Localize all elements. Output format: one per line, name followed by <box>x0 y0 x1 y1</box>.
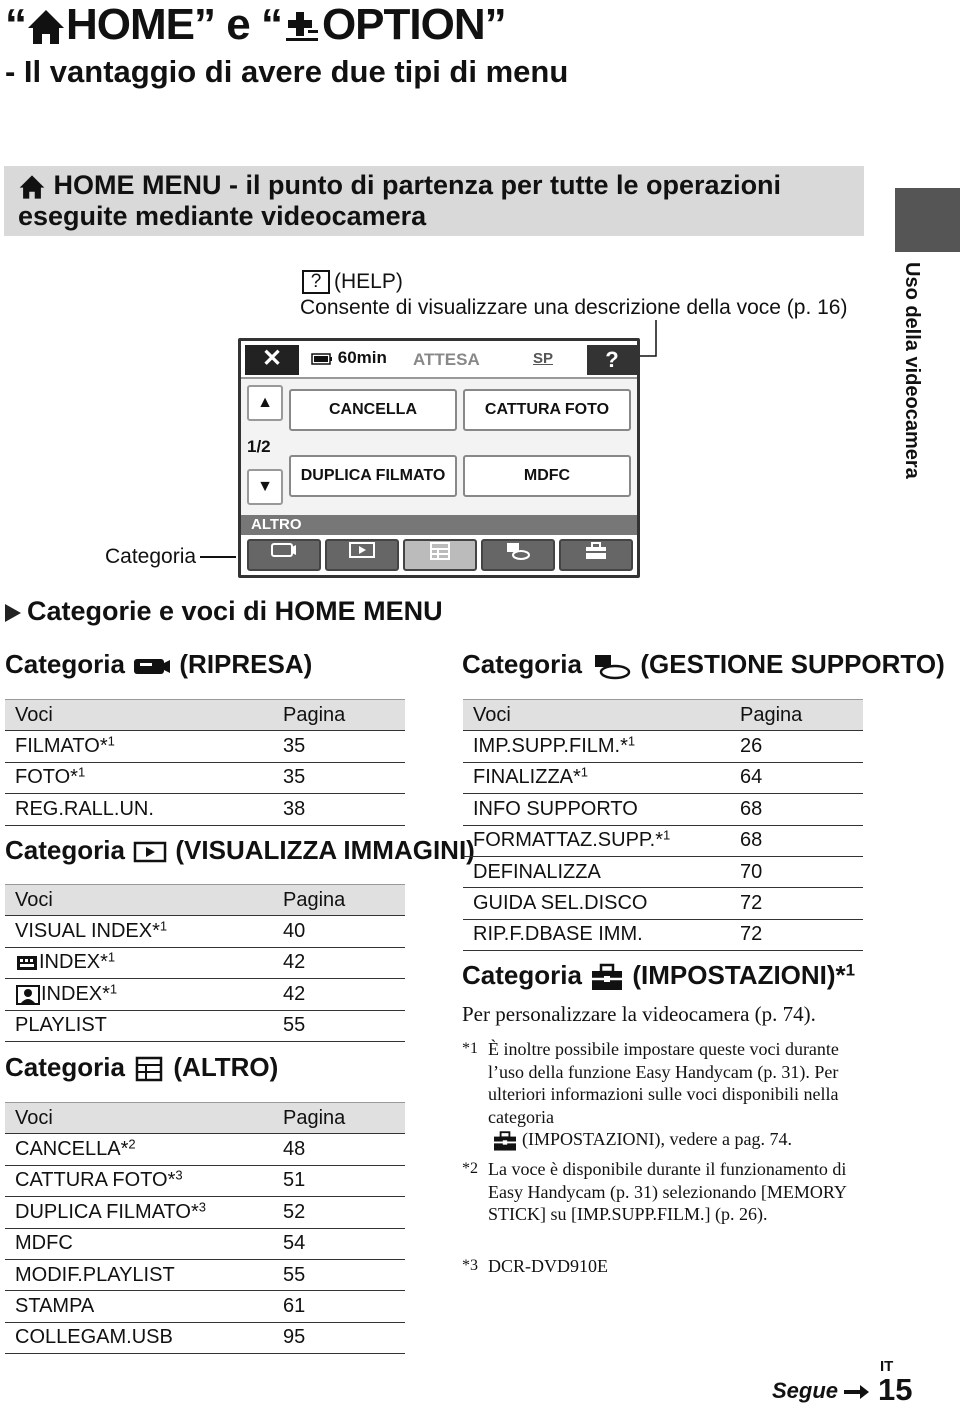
page-cell: 52 <box>283 1197 405 1228</box>
item-cell <box>463 794 740 825</box>
footnote-mark: 1 <box>580 764 589 780</box>
footnote-3 <box>462 1255 862 1278</box>
camera-icon <box>271 541 297 559</box>
other-icon <box>132 1055 166 1083</box>
item-text: COLLEGAM.USB <box>15 1326 173 1349</box>
category-name: (ALTRO) <box>173 1052 279 1082</box>
quote-open-2: “ <box>260 0 282 49</box>
menu-button-mdfc[interactable]: MDFC <box>463 455 631 497</box>
footnote-marker: *2 <box>462 1160 478 1177</box>
home-menu-banner <box>4 166 864 236</box>
banner-text: - il punto di partenza per tutte le operazioni eseguite mediante videocamera <box>18 170 782 231</box>
page-cell: 48 <box>283 1134 405 1165</box>
page-cell: 70 <box>740 856 863 887</box>
table-row <box>5 1259 405 1290</box>
footnote-1 <box>462 1038 862 1152</box>
category-heading-visualizza <box>5 835 475 866</box>
item-text: MDFC <box>15 1232 73 1255</box>
table-header <box>5 1103 405 1134</box>
category-callout-label: Categoria <box>105 545 197 568</box>
footnote-mark: 1 <box>159 918 168 934</box>
section-heading <box>5 596 443 627</box>
footnote-mark: 1 <box>107 949 116 965</box>
scroll-down-button[interactable]: ▼ <box>247 469 283 505</box>
impostazioni-description: Per personalizzare la videocamera (p. 74). <box>462 1002 816 1026</box>
table-row <box>5 947 405 978</box>
item-text: FORMATTAZ.SUPP.* <box>473 829 664 852</box>
continue-text: Segue <box>772 1378 839 1403</box>
toolbox-icon <box>584 541 608 561</box>
camera-icon <box>132 655 172 677</box>
arrow-right-icon <box>844 1384 870 1400</box>
col-pagina: Pagina <box>283 885 405 916</box>
col-voci: Voci <box>5 700 283 731</box>
table-row <box>463 794 863 825</box>
item-cell <box>463 919 740 950</box>
item-text: VISUAL INDEX* <box>15 920 160 943</box>
footnote-mark: 1 <box>845 960 856 980</box>
category-bar <box>241 535 637 575</box>
help-icon: ? <box>302 270 330 294</box>
scroll-up-button[interactable]: ▲ <box>247 385 283 421</box>
item-text: FINALIZZA* <box>473 766 581 789</box>
table-row <box>5 794 405 825</box>
table-row <box>5 731 405 762</box>
play-icon <box>132 840 168 864</box>
page-cell: 42 <box>283 947 405 978</box>
category-name: (IMPOSTAZIONI)* <box>632 960 846 990</box>
title-option: OPTION <box>321 0 485 49</box>
footnote-text: DCR-DVD910E <box>488 1256 608 1276</box>
category-heading-altro <box>5 1052 278 1083</box>
footnote-marker: *3 <box>462 1257 478 1274</box>
category-tab-label: ALTRO <box>241 515 637 535</box>
item-cell <box>463 731 740 762</box>
battery-text: 60min <box>337 348 387 367</box>
page-cell: 35 <box>283 762 405 793</box>
quote-open: “ <box>5 0 26 49</box>
menu-button-cattura-foto[interactable]: CATTURA FOTO <box>463 389 631 431</box>
page-cell: 55 <box>283 1259 405 1290</box>
page-cell: 72 <box>740 919 863 950</box>
media-icon <box>589 651 633 681</box>
quote-close-2: ” <box>484 0 506 49</box>
item-text: DUPLICA FILMATO* <box>15 1200 199 1223</box>
battery-indicator <box>311 348 387 368</box>
footnote-mark: 3 <box>175 1167 183 1183</box>
category-impostazioni-icon[interactable] <box>559 539 633 571</box>
table-ripresa <box>5 699 405 826</box>
camera-screen <box>238 338 640 578</box>
home-icon <box>18 174 46 200</box>
table-row <box>463 919 863 950</box>
item-text: GUIDA SEL.DISCO <box>473 892 648 915</box>
footnote-mark: 1 <box>627 733 636 749</box>
col-pagina: Pagina <box>740 700 863 731</box>
screen-status-bar <box>241 341 637 379</box>
category-gestione-icon[interactable] <box>481 539 555 571</box>
side-tab-label: Uso della videocamera <box>901 262 923 479</box>
table-altro <box>5 1102 405 1354</box>
item-text: INFO SUPPORTO <box>473 797 638 820</box>
table-visualizza <box>5 884 405 1042</box>
col-voci: Voci <box>5 1103 283 1134</box>
page-subtitle: - Il vantaggio di avere due tipi di menu <box>5 54 569 89</box>
table-row <box>5 1322 405 1353</box>
toolbox-icon <box>488 1130 522 1152</box>
item-text: CANCELLA* <box>15 1138 129 1161</box>
item-cell <box>5 979 283 1010</box>
item-cell <box>5 1197 283 1228</box>
item-text: FOTO* <box>15 766 78 789</box>
page-cell: 42 <box>283 979 405 1010</box>
item-text: INDEX* <box>41 982 110 1005</box>
side-tab-marker <box>895 188 960 252</box>
col-voci: Voci <box>5 885 283 916</box>
footnote-text: È inoltre possibile impostare queste voci durante l’uso della funzione Easy Handycam (p. 31). Per ulteriori informazioni sulle voci disponibili nella categoria <box>488 1039 839 1127</box>
table-gestione <box>463 699 863 951</box>
media-icon <box>505 541 531 561</box>
item-cell <box>5 794 283 825</box>
category-name: (VISUALIZZA IMMAGINI) <box>175 835 475 865</box>
item-text: PLAYLIST <box>15 1014 107 1037</box>
item-cell <box>5 731 283 762</box>
table-row <box>5 1291 405 1322</box>
item-text: REG.RALL.UN. <box>15 797 154 820</box>
help-caption <box>302 270 403 294</box>
page-cell: 26 <box>740 731 863 762</box>
item-text: CATTURA FOTO* <box>15 1169 176 1192</box>
item-cell <box>463 888 740 919</box>
cat-word: Categoria <box>462 649 582 679</box>
table-header <box>5 885 405 916</box>
category-altro-icon[interactable] <box>403 539 477 571</box>
continue-indicator <box>772 1378 870 1404</box>
battery-icon <box>311 353 333 365</box>
item-cell <box>463 762 740 793</box>
footnote-tail: (IMPOSTAZIONI), vedere a pag. 74. <box>522 1129 792 1149</box>
play-icon <box>349 541 375 559</box>
category-visualizza-icon[interactable] <box>325 539 399 571</box>
mode-indicator: SP <box>533 350 554 367</box>
triangle-bullet-icon <box>5 604 21 622</box>
category-name: (RIPRESA) <box>179 649 313 679</box>
item-cell <box>5 762 283 793</box>
item-cell <box>5 1010 283 1041</box>
cat-word: Categoria <box>5 1052 125 1082</box>
item-cell <box>5 1134 283 1165</box>
page-cell: 38 <box>283 794 405 825</box>
other-icon <box>429 541 451 561</box>
item-cell <box>5 1291 283 1322</box>
help-button[interactable]: ? <box>587 345 637 375</box>
table-row <box>5 1228 405 1259</box>
category-name: (GESTIONE SUPPORTO) <box>640 649 945 679</box>
quote-close: ” <box>194 0 215 49</box>
cat-word: Categoria <box>5 649 125 679</box>
page-title <box>5 0 506 50</box>
page-indicator: 1/2 <box>247 437 271 456</box>
toolbox-icon <box>589 962 625 992</box>
category-heading-gestione <box>462 649 945 681</box>
footnote-text: La voce è disponibile durante il funzionamento di Easy Handycam (p. 31) selezionando [MEMORY STICK] su [IMP.SUPP.FILM.] (p. 26). <box>488 1159 847 1224</box>
title-conj: e <box>226 0 250 49</box>
item-text: STAMPA <box>15 1295 95 1318</box>
page-cell: 55 <box>283 1010 405 1041</box>
page-cell: 35 <box>283 731 405 762</box>
table-row <box>5 979 405 1010</box>
footnote-mark: 3 <box>198 1199 206 1215</box>
cat-word: Categoria <box>5 835 125 865</box>
item-text: RIP.F.DBASE IMM. <box>473 923 643 946</box>
item-cell <box>5 916 283 947</box>
table-row <box>5 1134 405 1165</box>
language-code: IT <box>880 1358 894 1375</box>
category-ripresa-icon[interactable] <box>247 539 321 571</box>
table-header <box>463 700 863 731</box>
page-cell: 54 <box>283 1228 405 1259</box>
item-text: INDEX* <box>39 951 108 974</box>
item-cell <box>5 1322 283 1353</box>
table-row <box>5 1165 405 1196</box>
page-cell: 51 <box>283 1165 405 1196</box>
table-row <box>5 1010 405 1041</box>
category-callout-line <box>200 556 236 558</box>
cat-word: Categoria <box>462 960 582 990</box>
item-cell <box>5 947 283 978</box>
table-row <box>463 825 863 856</box>
footnote-mark: 1 <box>663 827 671 843</box>
title-home: HOME <box>66 0 194 49</box>
banner-label: HOME MENU <box>53 170 222 200</box>
option-icon <box>282 8 322 46</box>
page-cell: 72 <box>740 888 863 919</box>
help-label: (HELP) <box>334 270 403 293</box>
page-cell: 61 <box>283 1291 405 1322</box>
table-row <box>5 916 405 947</box>
footnote-marker: *1 <box>462 1040 478 1057</box>
help-description: Consente di visualizzare una descrizione della voce (p. 16) <box>300 296 848 319</box>
footnote-mark: 2 <box>128 1136 136 1152</box>
table-row <box>5 1197 405 1228</box>
item-text: IMP.SUPP.FILM.* <box>473 735 628 758</box>
face-index-icon <box>15 984 41 1006</box>
close-button[interactable]: ✕ <box>245 345 299 375</box>
section-heading-text: Categorie e voci di HOME MENU <box>27 596 443 626</box>
item-cell <box>463 856 740 887</box>
item-cell <box>5 1165 283 1196</box>
footnote-2 <box>462 1158 862 1226</box>
item-text: FILMATO* <box>15 735 108 758</box>
page-cell: 95 <box>283 1322 405 1353</box>
table-row <box>463 856 863 887</box>
film-index-icon <box>15 953 39 973</box>
table-row <box>463 888 863 919</box>
page-cell: 40 <box>283 916 405 947</box>
table-row <box>5 762 405 793</box>
footnote-mark: 1 <box>107 733 115 749</box>
table-row <box>463 762 863 793</box>
item-cell <box>5 1228 283 1259</box>
menu-button-duplica-filmato[interactable]: DUPLICA FILMATO <box>289 455 457 497</box>
item-cell <box>463 825 740 856</box>
col-pagina: Pagina <box>283 700 405 731</box>
item-cell <box>5 1259 283 1290</box>
table-row <box>463 731 863 762</box>
col-voci: Voci <box>463 700 740 731</box>
col-pagina: Pagina <box>283 1103 405 1134</box>
category-heading-impostazioni <box>462 960 855 992</box>
page-cell: 68 <box>740 825 863 856</box>
menu-button-cancella[interactable]: CANCELLA <box>289 389 457 431</box>
footnote-mark: 1 <box>77 764 86 780</box>
table-header <box>5 700 405 731</box>
page-number: 15 <box>878 1372 913 1405</box>
footnote-mark: 1 <box>109 981 118 997</box>
status-text: ATTESA <box>413 350 480 369</box>
page-cell: 68 <box>740 794 863 825</box>
item-text: MODIF.PLAYLIST <box>15 1263 175 1286</box>
page-cell: 64 <box>740 762 863 793</box>
item-text: DEFINALIZZA <box>473 860 601 883</box>
category-heading-ripresa <box>5 649 312 680</box>
home-icon <box>26 8 66 46</box>
